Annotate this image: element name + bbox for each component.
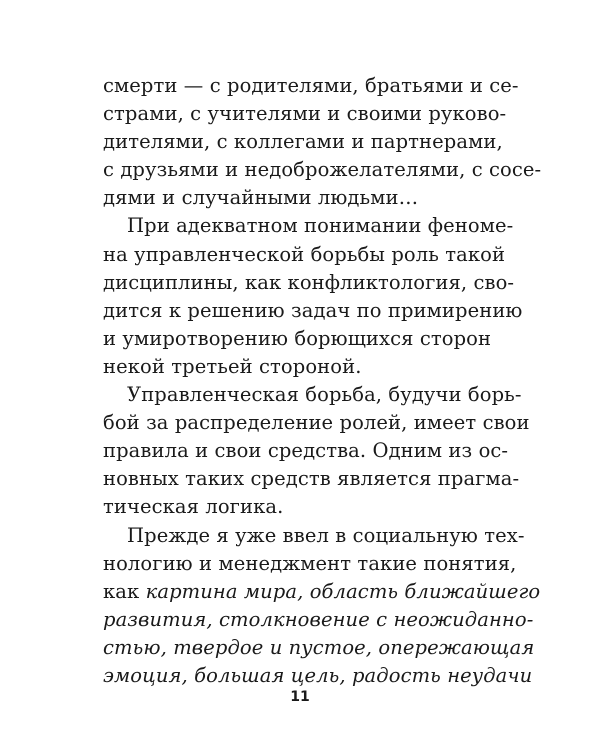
plain-fragment: как bbox=[103, 579, 146, 603]
text-line: нологию и менеджмент такие понятия, bbox=[103, 551, 517, 575]
text-line: правила и свои средства. Одним из ос- bbox=[103, 439, 509, 463]
italic-fragment: картина мира, область ближайшего bbox=[145, 579, 541, 603]
text-line: смерти — с родителями, братьями и се- bbox=[103, 74, 519, 97]
page-number: 11 bbox=[290, 689, 310, 705]
italic-fragment: стью, твердое и пустое, опережающая bbox=[103, 635, 535, 659]
text-line: Прежде я уже ввел в социальную тех- bbox=[127, 523, 525, 547]
text-line: дится к решению задач по примирению bbox=[103, 298, 523, 322]
text-line: бой за распределение ролей, имеет свои bbox=[103, 411, 530, 435]
body-text bbox=[103, 72, 542, 690]
text-line: с друзьями и недоброжелателями, с сосе- bbox=[103, 158, 542, 182]
text-line-italic bbox=[103, 634, 535, 662]
text-line: на управленческой борьбы роль такой bbox=[103, 242, 506, 266]
text-line: новных таких средств является прагма- bbox=[103, 467, 520, 491]
text-line: страми, с учителями и своими руково- bbox=[103, 102, 507, 126]
text-line: тическая логика. bbox=[103, 495, 284, 519]
text-line: При адекватном понимании феноме- bbox=[127, 214, 514, 238]
text-line: дями и случайными людьми… bbox=[103, 186, 419, 210]
text-line: дителями, с коллегами и партнерами, bbox=[103, 130, 503, 154]
text-line: некой третьей стороной. bbox=[103, 354, 362, 378]
text-line: Управленческая борьба, будучи борь- bbox=[127, 383, 522, 407]
italic-fragment: эмоция, большая цель, радость неудачи bbox=[103, 663, 533, 687]
text-line-italic bbox=[103, 606, 534, 634]
text-line-mixed bbox=[103, 578, 541, 606]
text-line-italic bbox=[103, 662, 533, 690]
italic-fragment: развития, столкновение с неожиданно- bbox=[103, 607, 534, 631]
text-line: дисциплины, как конфликтология, сво- bbox=[103, 270, 515, 294]
text-line: и умиротворению борющихся сторон bbox=[103, 326, 492, 350]
